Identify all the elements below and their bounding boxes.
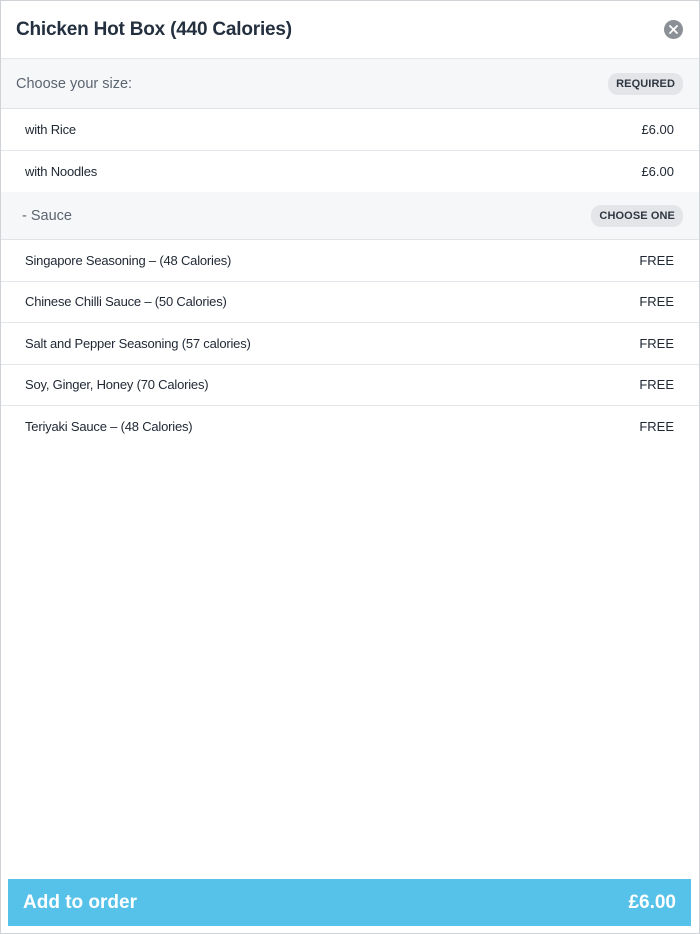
size-option-noodles[interactable] — [1, 151, 699, 193]
option-label: Soy, Ginger, Honey (70 Calories) — [25, 377, 209, 393]
sauce-section-header — [1, 192, 699, 240]
option-label: Chinese Chilli Sauce – (50 Calories) — [25, 294, 227, 310]
option-price: £6.00 — [641, 163, 674, 179]
sauce-option-salt-pepper[interactable] — [1, 323, 699, 365]
option-price: FREE — [639, 419, 674, 435]
option-price: £6.00 — [641, 121, 674, 137]
option-label: Singapore Seasoning – (48 Calories) — [25, 252, 232, 268]
sauce-section-title: - Sauce — [22, 207, 72, 224]
size-section-header — [1, 59, 699, 109]
option-label: with Rice — [25, 121, 76, 137]
size-option-rice[interactable] — [1, 109, 699, 151]
choose-one-badge: CHOOSE ONE — [591, 205, 683, 227]
sauce-option-teriyaki[interactable] — [1, 406, 699, 448]
add-to-order-label: Add to order — [23, 891, 137, 913]
option-price: FREE — [639, 377, 674, 393]
sauce-option-singapore[interactable] — [1, 240, 699, 282]
size-section-title: Choose your size: — [16, 75, 133, 92]
add-to-order-button[interactable] — [8, 879, 691, 926]
required-badge: REQUIRED — [608, 73, 683, 95]
option-price: FREE — [639, 252, 674, 268]
sauce-option-chinese-chilli[interactable] — [1, 282, 699, 324]
option-price: FREE — [639, 294, 674, 310]
option-label: Salt and Pepper Seasoning (57 calories) — [25, 335, 251, 351]
item-title: Chicken Hot Box (440 Calories) — [16, 18, 292, 40]
sauce-option-soy-ginger-honey[interactable] — [1, 365, 699, 407]
close-icon — [669, 25, 678, 34]
modal-header — [1, 1, 699, 59]
option-label: with Noodles — [25, 163, 98, 179]
order-total-price: £6.00 — [628, 891, 676, 913]
close-button[interactable] — [664, 20, 683, 39]
option-label: Teriyaki Sauce – (48 Calories) — [25, 419, 193, 435]
option-price: FREE — [639, 335, 674, 351]
